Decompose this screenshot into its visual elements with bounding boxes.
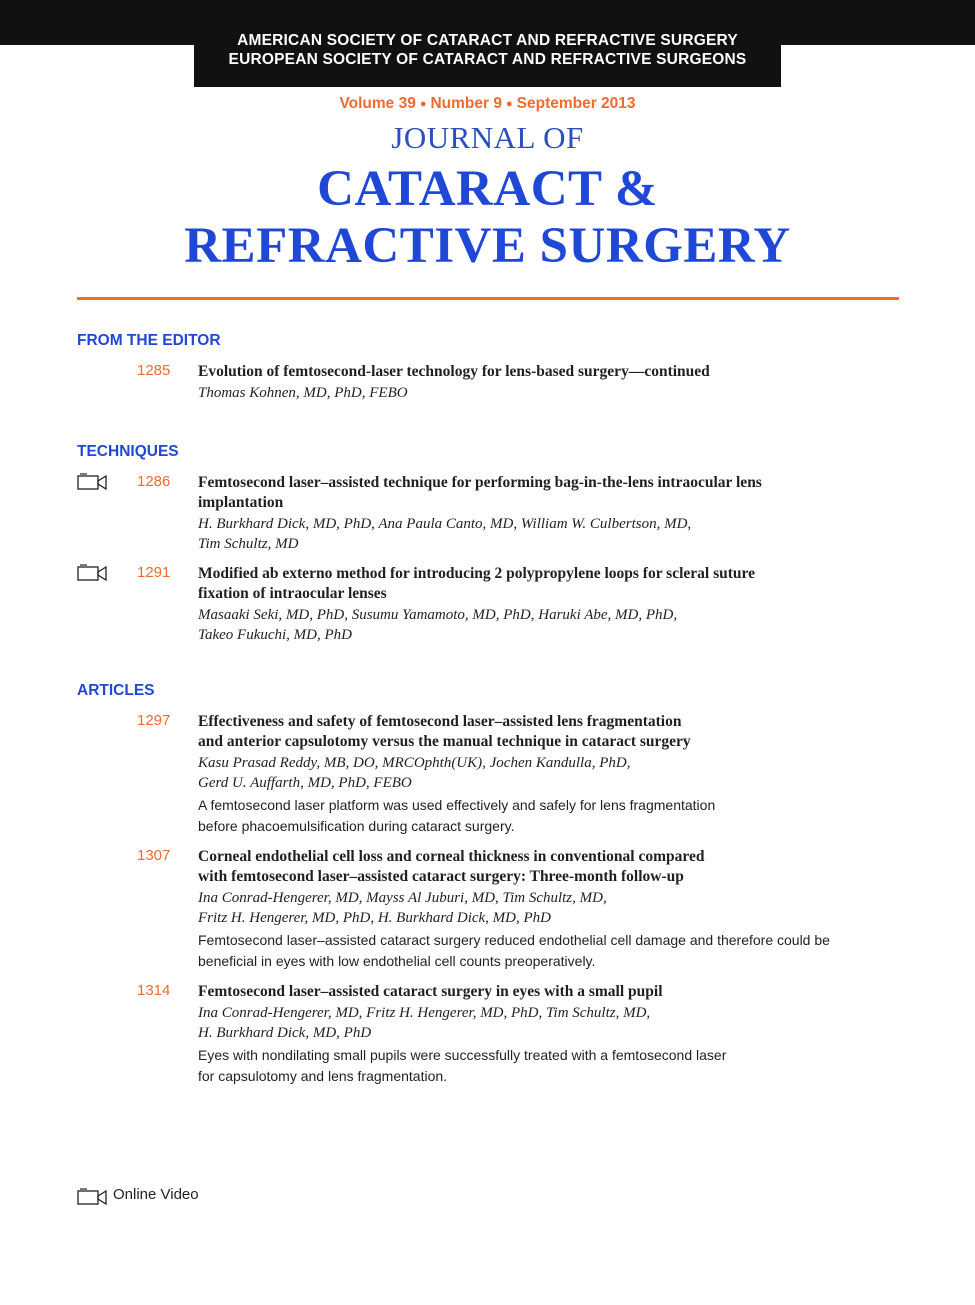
article-title: [198, 564, 848, 604]
author-line: Gerd U. Auffarth, MD, PhD, FEBO: [198, 774, 412, 791]
author-line: Ina Conrad-Hengerer, MD, Mayss Al Juburi, MD, Tim Schultz, MD,: [198, 890, 607, 906]
online-video-legend: Online Video: [113, 1186, 199, 1203]
page-number: 1314: [137, 982, 171, 999]
summary-line: for capsulotomy and lens fragmentation.: [198, 1067, 448, 1084]
section-heading-articles: ARTICLES: [77, 682, 155, 699]
society-line-asrs: AMERICAN SOCIETY OF CATARACT AND REFRACTIVE SURGERY: [237, 32, 738, 49]
title-line: Femtosecond laser–assisted cataract surgery in eyes with a small pupil: [198, 983, 663, 1000]
page-number: 1291: [137, 564, 171, 581]
bullet-separator: ●: [419, 98, 427, 110]
author-line: Masaaki Seki, MD, PhD, Susumu Yamamoto, MD, PhD, Haruki Abe, MD, PhD,: [198, 607, 678, 623]
summary-line: Eyes with nondilating small pupils were successfully treated with a femtosecond laser: [198, 1047, 727, 1063]
article-title: [198, 473, 848, 513]
author-list: [198, 1004, 848, 1043]
title-line: Femtosecond laser–assisted technique for performing bag-in-the-lens intraocular lens: [198, 474, 762, 491]
journal-title-line1: CATARACT &: [317, 161, 658, 217]
author-line: H. Burkhard Dick, MD, PhD, Ana Paula Canto, MD, William W. Culbertson, MD,: [198, 516, 692, 532]
article-title: [198, 847, 848, 887]
title-line: and anterior capsulotomy versus the manual technique in cataract surgery: [198, 733, 691, 750]
video-camera-icon[interactable]: [77, 473, 107, 491]
article-summary: [198, 795, 848, 836]
summary-line: Femtosecond laser–assisted cataract surgery reduced endothelial cell damage and therefore could be: [198, 932, 830, 948]
article-title: [198, 712, 848, 752]
issue-number: Number 9: [430, 95, 502, 112]
title-line: Evolution of femtosecond-laser technology for lens-based surgery—continued: [198, 363, 710, 380]
title-line: implantation: [198, 494, 284, 511]
author-list: [198, 606, 848, 645]
author-list: [198, 889, 848, 928]
author-line: Kasu Prasad Reddy, MB, DO, MRCOphth(UK), Jochen Kandulla, PhD,: [198, 755, 631, 771]
summary-line: before phacoemulsification during cataract surgery.: [198, 817, 515, 834]
author-list: [198, 384, 848, 404]
title-line: with femtosecond laser–assisted cataract surgery: Three-month follow-up: [198, 868, 684, 885]
issue-info: [0, 95, 975, 113]
journal-of: JOURNAL OF: [391, 120, 584, 155]
article-title: [198, 982, 848, 1002]
author-line: Takeo Fukuchi, MD, PhD: [198, 626, 352, 643]
section-heading-editor: FROM THE EDITOR: [77, 332, 221, 349]
page-number: 1286: [137, 473, 171, 490]
title-line: Modified ab externo method for introducing 2 polypropylene loops for scleral suture: [198, 565, 756, 582]
header-divider: [77, 297, 899, 300]
author-line: H. Burkhard Dick, MD, PhD: [198, 1024, 372, 1041]
journal-title-line2: REFRACTIVE SURGERY: [184, 218, 791, 274]
page-number: 1307: [137, 847, 171, 864]
title-line: Corneal endothelial cell loss and corneal thickness in conventional compared: [198, 848, 705, 865]
summary-line: beneficial in eyes with low endothelial cell counts preoperatively.: [198, 952, 596, 969]
society-banner: [194, 0, 781, 87]
society-line-escrs: EUROPEAN SOCIETY OF CATARACT AND REFRACTIVE SURGEONS: [228, 51, 747, 68]
author-line: Thomas Kohnen, MD, PhD, FEBO: [198, 385, 408, 401]
article-title: [198, 362, 848, 382]
author-line: Tim Schultz, MD: [198, 535, 299, 552]
title-line: fixation of intraocular lenses: [198, 585, 387, 602]
author-list: [198, 515, 848, 554]
article-summary: [198, 1045, 848, 1086]
issue-date: September 2013: [516, 95, 636, 112]
section-heading-techniques: TECHNIQUES: [77, 443, 179, 460]
author-list: [198, 754, 848, 793]
author-line: Fritz H. Hengerer, MD, PhD, H. Burkhard Dick, MD, PhD: [198, 909, 551, 926]
page-number: 1285: [137, 362, 171, 379]
bullet-separator: ●: [505, 98, 513, 110]
video-camera-icon: [77, 1186, 107, 1208]
article-summary: [198, 930, 848, 971]
summary-line: A femtosecond laser platform was used effectively and safely for lens fragmentation: [198, 797, 716, 813]
title-line: Effectiveness and safety of femtosecond laser–assisted lens fragmentation: [198, 713, 682, 730]
page-number: 1297: [137, 712, 171, 729]
author-line: Ina Conrad-Hengerer, MD, Fritz H. Hengerer, MD, PhD, Tim Schultz, MD,: [198, 1005, 651, 1021]
volume: Volume 39: [339, 95, 416, 112]
video-camera-icon[interactable]: [77, 564, 107, 582]
